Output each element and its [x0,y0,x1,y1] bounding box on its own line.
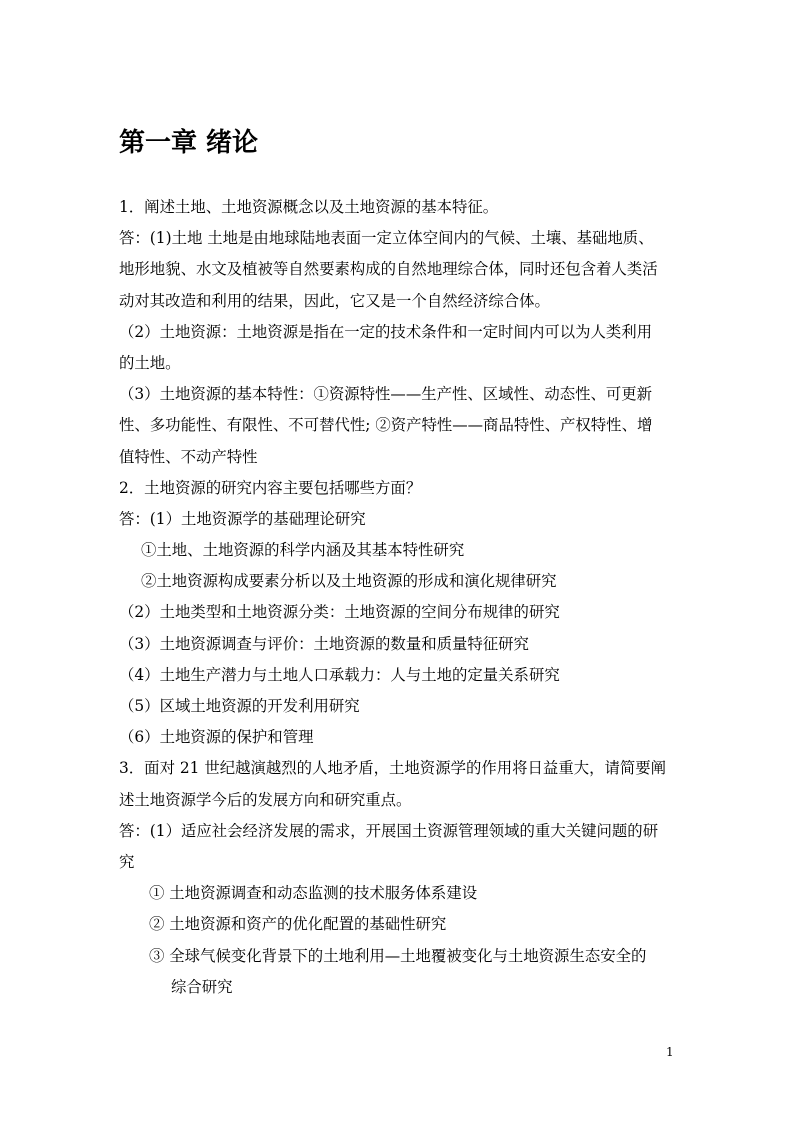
answer-1-part-3-line-3: 值特性、不动产特性 [119,447,258,466]
answer-2-part-1-sub-2: ②土地资源构成要素分析以及土地资源的形成和演化规律研究 [141,572,557,591]
answer-2-part-1-sub-1: ①土地、土地资源的科学内涵及其基本特性研究 [141,541,465,560]
answer-2-part-1: 答：(1）土地资源学的基础理论研究 [119,509,366,528]
answer-1-part-2-line-1: （2）土地资源：土地资源是指在一定的技术条件和一定时间内可以为人类利用 [119,322,653,341]
answer-1-part-1-line-2: 地形地貌、水文及植被等自然要素构成的自然地理综合体，同时还包含着人类活 [119,260,658,279]
answer-3-part-1-sub-2: ② 土地资源和资产的优化配置的基础性研究 [149,915,447,934]
answer-3-part-1-sub-3-line-2: 综合研究 [171,977,233,996]
page-number: 1 [666,1045,674,1059]
question-3-line-1: 3．面对 21 世纪越演越烈的人地矛盾，土地资源学的作用将日益重大，请简要阐 [119,759,667,778]
answer-2-part-5: （5）区域土地资源的开发利用研究 [119,697,360,715]
question-3-line-2: 述土地资源学今后的发展方向和研究重点。 [119,790,412,809]
question-1: 1．阐述土地、土地资源概念以及土地资源的基本特征。 [119,198,499,216]
answer-3-part-1-line-2: 究 [119,852,135,871]
answer-2-part-4: （4）土地生产潜力与土地人口承载力：人与土地的定量关系研究 [119,665,560,684]
chapter-title: 第一章 绪论 [119,128,259,158]
answer-2-part-6: （6）土地资源的保护和管理 [119,728,314,747]
document-body [119,192,679,1003]
answer-1-part-1-line-1: 答：(1)土地 土地是由地球陆地表面一定立体空间内的气候、土壤、基础地质、 [119,229,654,248]
question-2: 2．土地资源的研究内容主要包括哪些方面？ [119,478,422,497]
answer-1-part-1-line-3: 动对其改造和利用的结果，因此，它又是一个自然经济综合体。 [119,291,550,310]
answer-3-part-1-sub-1: ① 土地资源调查和动态监测的技术服务体系建设 [149,884,478,903]
answer-3-part-1-sub-3-line-1: ③ 全球气候变化背景下的土地利用—土地覆被变化与土地资源生态安全的 [149,946,647,965]
answer-1-part-2-line-2: 的土地。 [119,353,181,372]
answer-3-part-1-line-1: 答：(1）适应社会经济发展的需求，开展国土资源管理领域的重大关键问题的研 [119,821,659,840]
answer-1-part-3-line-2: 性、多功能性、有限性、不可替代性; ②资产特性——商品特性、产权特性、增 [119,416,653,435]
answer-2-part-2: （2）土地类型和土地资源分类：土地资源的空间分布规律的研究 [119,603,560,622]
answer-1-part-3-line-1: （3）土地资源的基本特性：①资源特性——生产性、区域性、动态性、可更新 [119,385,653,404]
answer-2-part-3: （3）土地资源调查与评价：土地资源的数量和质量特征研究 [119,634,529,653]
